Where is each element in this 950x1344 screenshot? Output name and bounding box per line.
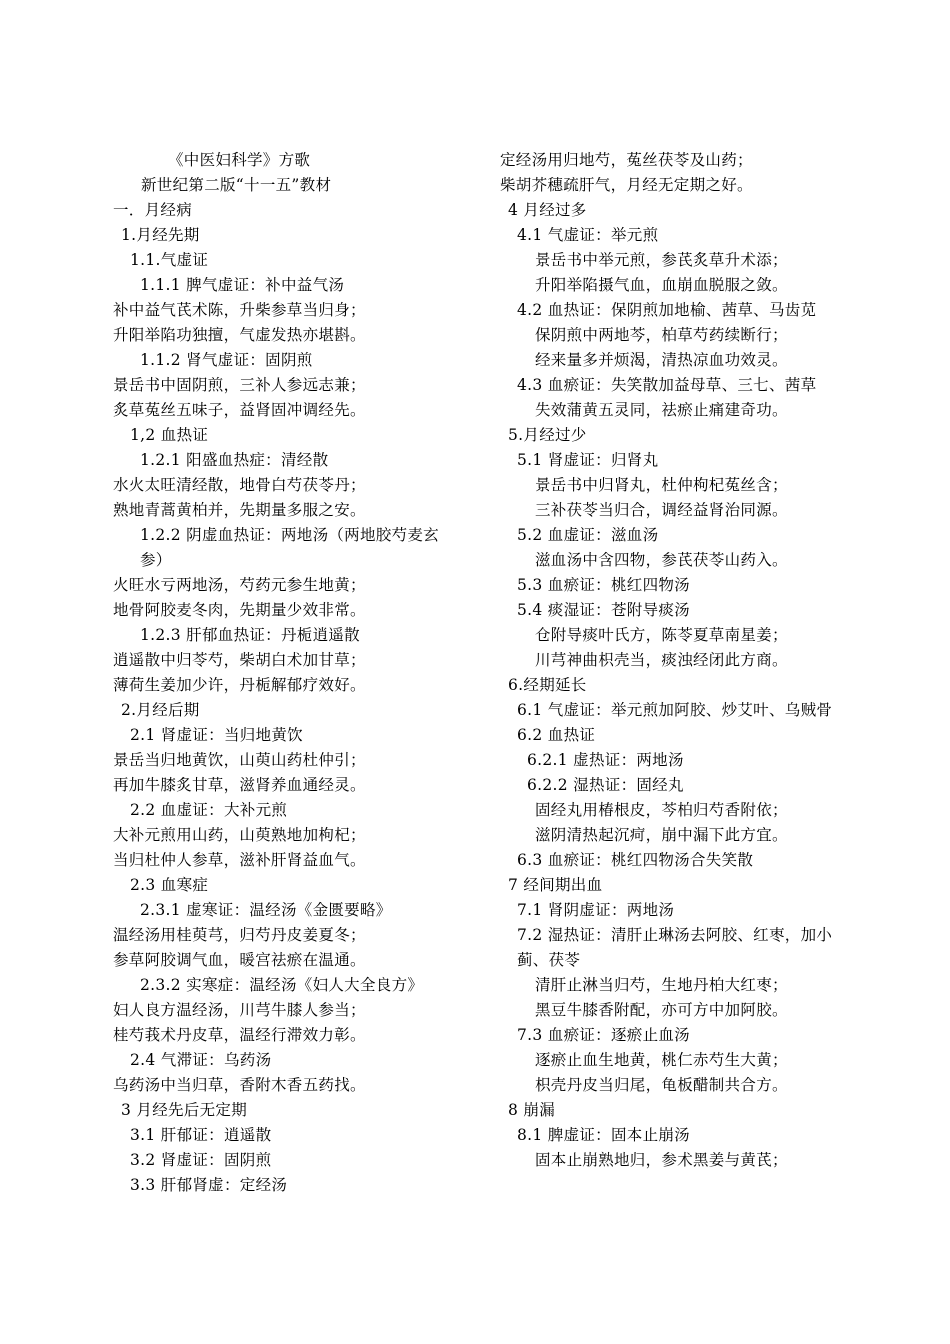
verse-line: 妇人良方温经汤，川芎牛膝人参当； (113, 1001, 366, 1019)
section-heading: 2.月经后期 (121, 701, 200, 719)
pattern-heading: 7.2 湿热证：清肝止琳汤去阿胶、红枣，加小蓟、茯苓 (517, 926, 833, 969)
verse-line: 地骨阿胶麦冬肉，先期量少效非常。 (113, 601, 366, 619)
verse-line: 再加牛膝炙甘草，滋肾养血通经灵。 (113, 776, 366, 794)
pattern-heading: 5.2 血虚证：滋血汤 (517, 526, 659, 544)
verse-line: 桂芍莪术丹皮草，温经行滞效力彰。 (113, 1026, 366, 1044)
pattern-heading: 5.3 血瘀证：桃红四物汤 (517, 576, 690, 594)
pattern-heading: 8.1 脾虚证：固本止崩汤 (517, 1126, 690, 1144)
verse-line: 川芎神曲枳壳当，痰浊经闭此方商。 (535, 651, 788, 669)
verse-line: 景岳书中举元煎，参芪炙草升术添； (535, 251, 788, 269)
verse-line: 炙草菟丝五味子，益肾固冲调经先。 (113, 401, 366, 419)
subsection-heading: 1,2 血热证 (130, 426, 209, 444)
verse-line: 参草阿胶调气血，暖宫祛瘀在温通。 (113, 951, 366, 969)
verse-line: 补中益气芪术陈，升柴参草当归身； (113, 301, 366, 319)
pattern-heading: 5.1 肾虚证：归肾丸 (517, 451, 659, 469)
verse-line: 温经汤用桂萸芎，归芍丹皮姜夏冬； (113, 926, 366, 944)
pattern-heading: 1.2.3 肝郁血热证：丹栀逍遥散 (140, 626, 360, 644)
pattern-heading: 2.4 气滞证：乌药汤 (130, 1051, 272, 1069)
section-heading: 4 月经过多 (508, 201, 587, 219)
verse-line: 滋阴清热起沉疴，崩中漏下此方宜。 (535, 826, 788, 844)
verse-line: 水火太旺清经散，地骨白芍茯苓丹； (113, 476, 366, 494)
pattern-heading: 2.1 肾虚证：当归地黄饮 (130, 726, 303, 744)
verse-line: 滋血汤中含四物，参芪茯苓山药入。 (535, 551, 788, 569)
section-heading: 7 经间期出血 (508, 876, 603, 894)
verse-line: 失效蒲黄五灵同，祛瘀止痛建奇功。 (535, 401, 788, 419)
verse-line: 熟地青蒿黄柏并，先期量多服之安。 (113, 501, 366, 519)
pattern-heading: 6.1 气虚证：举元煎加阿胶、炒艾叶、乌贼骨 (517, 701, 833, 719)
verse-line: 固经丸用椿根皮，芩柏归芍香附依； (535, 801, 788, 819)
pattern-heading: 2.3.2 实寒症：温经汤《妇人大全良方》 (140, 976, 424, 994)
subsection-heading: 1.1.气虚证 (130, 251, 209, 269)
pattern-heading: 3.3 肝郁肾虚：定经汤 (130, 1176, 288, 1194)
section-heading: 1.月经先期 (121, 226, 200, 244)
verse-line: 三补茯苓当归合，调经益肾治同源。 (535, 501, 788, 519)
pattern-heading: 7.3 血瘀证：逐瘀止血汤 (517, 1026, 690, 1044)
verse-line: 经来量多并烦渴，清热凉血功效灵。 (535, 351, 788, 369)
verse-line: 逍遥散中归苓芍，柴胡白术加甘草； (113, 651, 366, 669)
chapter-heading: 一．月经病 (113, 201, 193, 219)
verse-line: 当归杜仲人参草，滋补肝肾益血气。 (113, 851, 366, 869)
verse-line: 柴胡芥穗疏肝气，月经无定期之好。 (500, 176, 753, 194)
section-heading: 5.月经过少 (508, 426, 587, 444)
verse-line: 保阴煎中两地芩，柏草芍药续断行； (535, 326, 788, 344)
pattern-heading: 1.1.2 肾气虚证：固阴煎 (140, 351, 313, 369)
verse-line: 定经汤用归地芍，菟丝茯苓及山药； (500, 151, 753, 169)
section-heading: 6.经期延长 (508, 676, 587, 694)
document-title: 《中医妇科学》方歌 (168, 151, 311, 169)
pattern-heading: 1.2.1 阳盛血热症：清经散 (140, 451, 329, 469)
right-column (500, 148, 845, 1173)
verse-line: 升阳举陷功独擅，气虚发热亦堪斟。 (113, 326, 366, 344)
verse-line: 升阳举陷摄气血，血崩血脱服之敛。 (535, 276, 788, 294)
verse-line: 景岳当归地黄饮，山萸山药杜仲引； (113, 751, 366, 769)
pattern-heading: 3.2 肾虚证：固阴煎 (130, 1151, 272, 1169)
pattern-heading: 6.2.1 虚热证：两地汤 (527, 751, 684, 769)
verse-line: 枳壳丹皮当归尾，龟板醋制共合方。 (535, 1076, 788, 1094)
subsection-heading: 6.2 血热证 (517, 726, 596, 744)
verse-line: 乌药汤中当归草，香附木香五药找。 (113, 1076, 366, 1094)
pattern-heading: 4.3 血瘀证：失笑散加益母草、三七、茜草 (517, 376, 817, 394)
verse-line: 大补元煎用山药，山萸熟地加枸杞； (113, 826, 366, 844)
pattern-heading: 1.2.2 阴虚血热证：两地汤（两地胶芍麦玄参） (140, 526, 439, 569)
pattern-heading: 4.2 血热证：保阴煎加地榆、茜草、马齿苋 (517, 301, 817, 319)
verse-line: 逐瘀止血生地黄，桃仁赤芍生大黄； (535, 1051, 788, 1069)
verse-line: 黑豆牛膝香附配，亦可方中加阿胶。 (535, 1001, 788, 1019)
pattern-heading: 2.3.1 虚寒证：温经汤《金匮要略》 (140, 901, 392, 919)
verse-line: 火旺水亏两地汤，芍药元参生地黄； (113, 576, 366, 594)
verse-line: 固本止崩熟地归，参术黑姜与黄芪； (535, 1151, 788, 1169)
pattern-heading: 7.1 肾阴虚证：两地汤 (517, 901, 675, 919)
verse-line: 景岳书中归肾丸，杜仲枸杞菟丝含； (535, 476, 788, 494)
section-heading: 8 崩漏 (508, 1101, 555, 1119)
pattern-heading: 1.1.1 脾气虚证：补中益气汤 (140, 276, 345, 294)
pattern-heading: 5.4 痰湿证：苍附导痰汤 (517, 601, 690, 619)
verse-line: 薄荷生姜加少许，丹栀解郁疗效好。 (113, 676, 366, 694)
verse-line: 景岳书中固阴煎，三补人参远志兼； (113, 376, 366, 394)
verse-line: 清肝止淋当归芍，生地丹柏大红枣； (535, 976, 788, 994)
section-heading: 3 月经先后无定期 (121, 1101, 247, 1119)
pattern-heading: 4.1 气虚证：举元煎 (517, 226, 659, 244)
document-subtitle: 新世纪第二版“十一五”教材 (141, 176, 332, 194)
pattern-heading: 2.2 血虚证：大补元煎 (130, 801, 288, 819)
pattern-heading: 6.2.2 湿热证：固经丸 (527, 776, 684, 794)
left-column (113, 148, 458, 1198)
pattern-heading: 6.3 血瘀证：桃红四物汤合失笑散 (517, 851, 754, 869)
subsection-heading: 2.3 血寒症 (130, 876, 209, 894)
verse-line: 仓附导痰叶氏方，陈苓夏草南星姜； (535, 626, 788, 644)
pattern-heading: 3.1 肝郁证：逍遥散 (130, 1126, 272, 1144)
